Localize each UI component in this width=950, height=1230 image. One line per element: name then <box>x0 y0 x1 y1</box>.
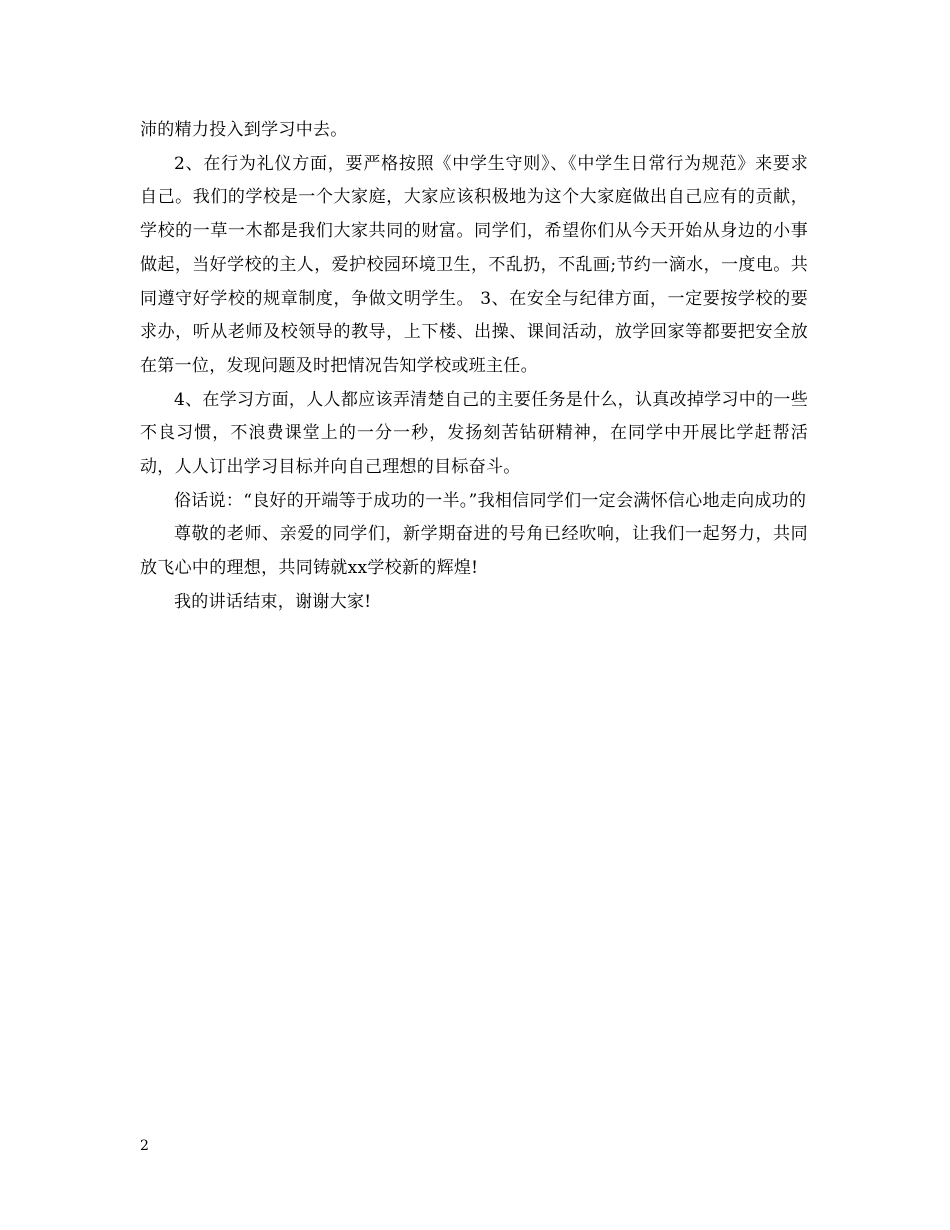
document-body <box>140 114 808 620</box>
paragraph-closing-appeal: 尊敬的老师、亲爱的同学们，新学期奋进的号角已经吹响，让我们一起努力，共同放飞心中的理想，共同铸就xx学校新的辉煌! <box>140 524 808 579</box>
paragraph-thanks: 我的讲话结束，谢谢大家! <box>174 591 372 612</box>
paragraph-continuation: 沛的精力投入到学习中去。 <box>140 120 348 140</box>
paragraph-proverb: 俗话说：“良好的开端等于成功的一半。”我相信同学们一定会满怀信心地走向成功的 <box>174 490 807 511</box>
paragraph-etiquette: 2、在行为礼仪方面，要严格按照《中学生守则》、《中学生日常行为规范》来要求自己。我们的学校是一个大家庭，大家应该积极地为这个大家庭做出自己应有的贡献，学校的一草一木都是我们大家共同的财富。同学们，希望你们从今天开始从身边的小事做起，当好学校的主人，爱护校园环境卫生，不乱扔，不乱画;节约一滴水，一度电。共同遵守好学校的规章制度，争做文明学生。 3、在安全与纪律方面，一定要按学校的要求办，听从老师及校领导的教导，上下楼、出操、课间活动，放学回家等都要把安全放在第一位，发现问题及时把情况告知学校或班主任。 <box>140 153 808 376</box>
paragraph-study: 4、在学习方面，人人都应该弄清楚自己的主要任务是什么，认真改掉学习中的一些不良习惯，不浪费课堂上的一分一秒，发扬刻苦钻研精神，在同学中开展比学赶帮活动，人人订出学习目标并向自己理想的目标奋斗。 <box>140 389 808 478</box>
page-number: 2 <box>140 1138 149 1154</box>
